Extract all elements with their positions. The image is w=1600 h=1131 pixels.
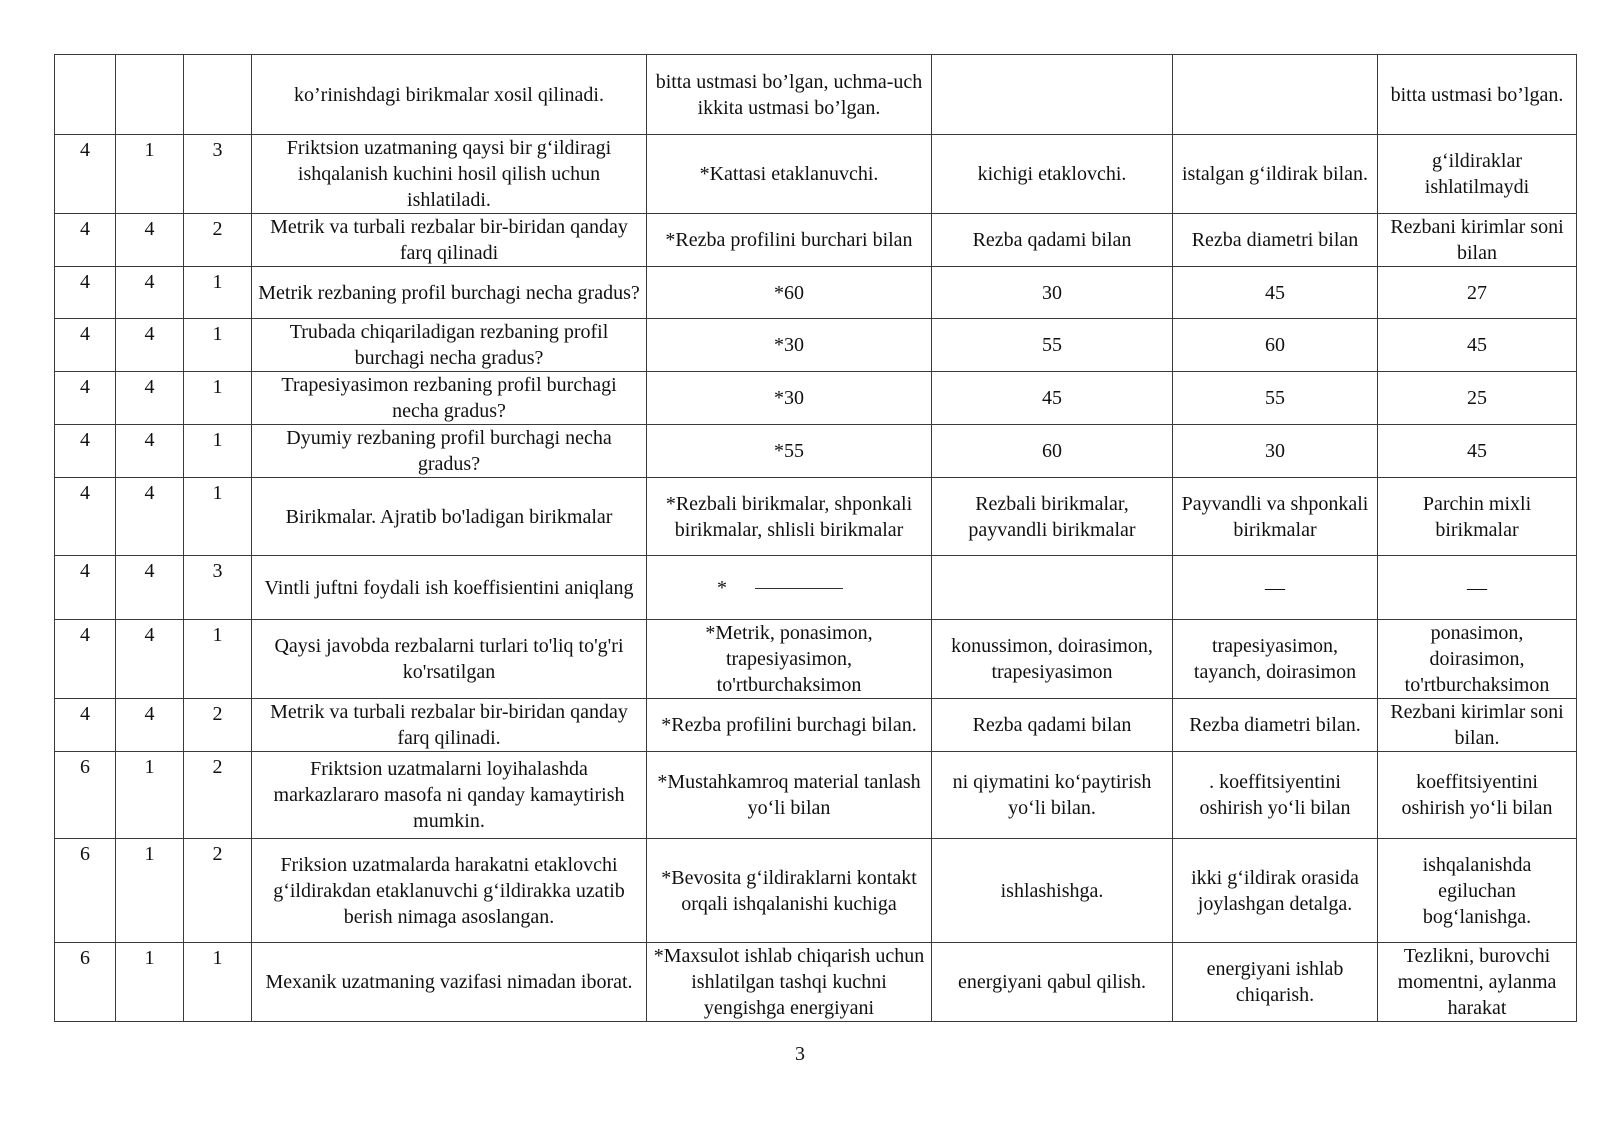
alternative-answer-1-cell: ishlashishga.: [932, 839, 1173, 943]
question-cell: Trapesiyasimon rezbaning profil burchagi necha gradus?: [252, 372, 647, 425]
alternative-answer-2-cell: ikki g‘ildirak orasida joylashgan detalga.: [1173, 839, 1378, 943]
question-table: [54, 54, 1577, 1022]
col-subtopic-cell: 4: [116, 620, 184, 699]
col-subtopic-cell: 4: [116, 372, 184, 425]
alternative-answer-2-cell: 45: [1173, 267, 1378, 319]
alternative-answer-3-cell: ponasimon, doirasimon, to'rtburchaksimon: [1378, 620, 1577, 699]
alternative-answer-1-cell: 30: [932, 267, 1173, 319]
question-cell: Friktsion uzatmalarni loyihalashda markazlararo masofa ni qanday kamaytirish mumkin.: [252, 752, 647, 839]
correct-answer-cell: *Rezba profilini burchari bilan: [647, 214, 932, 267]
col-level-cell: 2: [184, 699, 252, 752]
alternative-answer-3-cell: —: [1378, 556, 1577, 620]
table-row: [55, 135, 1577, 214]
col-topic-cell: 6: [55, 943, 116, 1022]
question-cell: Metrik va turbali rezbalar bir-biridan qanday farq qilinadi.: [252, 699, 647, 752]
alternative-answer-3-cell: bitta ustmasi bo’lgan.: [1378, 55, 1577, 135]
table-row: [55, 319, 1577, 372]
correct-answer-cell: *30: [647, 372, 932, 425]
col-level-cell: 1: [184, 267, 252, 319]
answer-blank-line: [755, 588, 843, 589]
col-level-cell: 3: [184, 135, 252, 214]
alternative-answer-2-cell: energiyani ishlab chiqarish.: [1173, 943, 1378, 1022]
alternative-answer-1-cell: kichigi etaklovchi.: [932, 135, 1173, 214]
col-topic-cell: 4: [55, 135, 116, 214]
correct-answer-cell: bitta ustmasi bo’lgan, uchma-uch ikkita ustmasi bo’lgan.: [647, 55, 932, 135]
col-level-cell: [184, 55, 252, 135]
table-row: [55, 267, 1577, 319]
alternative-answer-3-cell: ishqalanishda egiluchan bog‘lanishga.: [1378, 839, 1577, 943]
question-table-wrapper: [54, 54, 1576, 1022]
alternative-answer-3-cell: 25: [1378, 372, 1577, 425]
question-cell: Vintli juftni foydali ish koeffisientini aniqlang: [252, 556, 647, 620]
alternative-answer-1-cell: 60: [932, 425, 1173, 478]
alternative-answer-3-cell: koeffitsiyentini oshirish yo‘li bilan: [1378, 752, 1577, 839]
col-level-cell: 1: [184, 943, 252, 1022]
correct-answer-cell: *Metrik, ponasimon, trapesiyasimon, to'rtburchaksimon: [647, 620, 932, 699]
col-topic-cell: 4: [55, 372, 116, 425]
col-topic-cell: 4: [55, 267, 116, 319]
table-row: [55, 214, 1577, 267]
correct-answer-cell: *Rezba profilini burchagi bilan.: [647, 699, 932, 752]
question-cell: Trubada chiqariladigan rezbaning profil burchagi necha gradus?: [252, 319, 647, 372]
question-cell: Metrik va turbali rezbalar bir-biridan qanday farq qilinadi: [252, 214, 647, 267]
alternative-answer-2-cell: Rezba diametri bilan.: [1173, 699, 1378, 752]
correct-answer-cell: *30: [647, 319, 932, 372]
alternative-answer-3-cell: 45: [1378, 425, 1577, 478]
question-cell: Dyumiy rezbaning profil burchagi necha gradus?: [252, 425, 647, 478]
question-cell: Mexanik uzatmaning vazifasi nimadan iborat.: [252, 943, 647, 1022]
alternative-answer-2-cell: 55: [1173, 372, 1378, 425]
alternative-answer-2-cell: [1173, 55, 1378, 135]
alternative-answer-3-cell: Tezlikni, burovchi momentni, aylanma harakat: [1378, 943, 1577, 1022]
alternative-answer-2-cell: 30: [1173, 425, 1378, 478]
col-level-cell: 1: [184, 620, 252, 699]
col-subtopic-cell: 4: [116, 425, 184, 478]
correct-answer-cell: *Bevosita g‘ildiraklarni kontakt orqali ishqalanishi kuchiga: [647, 839, 932, 943]
table-row: [55, 556, 1577, 620]
alternative-answer-3-cell: Rezbani kirimlar soni bilan.: [1378, 699, 1577, 752]
alternative-answer-1-cell: 45: [932, 372, 1173, 425]
alternative-answer-1-cell: Rezba qadami bilan: [932, 699, 1173, 752]
alternative-answer-3-cell: Parchin mixli birikmalar: [1378, 478, 1577, 556]
alternative-answer-1-cell: konussimon, doirasimon, trapesiyasimon: [932, 620, 1173, 699]
alternative-answer-3-cell: Rezbani kirimlar soni bilan: [1378, 214, 1577, 267]
table-row: [55, 699, 1577, 752]
col-subtopic-cell: 4: [116, 319, 184, 372]
col-subtopic-cell: 1: [116, 943, 184, 1022]
table-row: [55, 425, 1577, 478]
correct-answer-cell: *55: [647, 425, 932, 478]
page-number: 3: [795, 1043, 805, 1065]
alternative-answer-3-cell: g‘ildiraklar ishlatilmaydi: [1378, 135, 1577, 214]
question-cell: Friktsion uzatmaning qaysi bir g‘ildiragi ishqalanish kuchini hosil qilish uchun ishlatiladi.: [252, 135, 647, 214]
question-cell: Metrik rezbaning profil burchagi necha gradus?: [252, 267, 647, 319]
alternative-answer-1-cell: 55: [932, 319, 1173, 372]
col-level-cell: 1: [184, 372, 252, 425]
table-row: [55, 943, 1577, 1022]
alternative-answer-1-cell: [932, 55, 1173, 135]
alternative-answer-2-cell: 60: [1173, 319, 1378, 372]
alternative-answer-2-cell: —: [1173, 556, 1378, 620]
table-row: [55, 752, 1577, 839]
col-subtopic-cell: 4: [116, 267, 184, 319]
col-subtopic-cell: 1: [116, 752, 184, 839]
col-subtopic-cell: 1: [116, 839, 184, 943]
alternative-answer-1-cell: [932, 556, 1173, 620]
col-level-cell: 2: [184, 839, 252, 943]
col-topic-cell: 4: [55, 556, 116, 620]
question-cell: Qaysi javobda rezbalarni turlari to'liq to'g'ri ko'rsatilgan: [252, 620, 647, 699]
correct-answer-cell: *Maxsulot ishlab chiqarish uchun ishlatilgan tashqi kuchni yengishga energiyani: [647, 943, 932, 1022]
alternative-answer-2-cell: Payvandli va shponkali birikmalar: [1173, 478, 1378, 556]
col-topic-cell: 6: [55, 752, 116, 839]
question-cell: Birikmalar. Ajratib bo'ladigan birikmalar: [252, 478, 647, 556]
alternative-answer-1-cell: Rezba qadami bilan: [932, 214, 1173, 267]
col-subtopic-cell: 1: [116, 135, 184, 214]
question-cell: ko’rinishdagi birikmalar xosil qilinadi.: [252, 55, 647, 135]
alternative-answer-1-cell: ni qiymatini ko‘paytirish yo‘li bilan.: [932, 752, 1173, 839]
col-topic-cell: 4: [55, 425, 116, 478]
col-level-cell: 2: [184, 752, 252, 839]
alternative-answer-1-cell: energiyani qabul qilish.: [932, 943, 1173, 1022]
col-subtopic-cell: 4: [116, 699, 184, 752]
col-topic-cell: [55, 55, 116, 135]
alternative-answer-2-cell: . koeffitsiyentini oshirish yo‘li bilan: [1173, 752, 1378, 839]
table-row: [55, 372, 1577, 425]
alternative-answer-2-cell: Rezba diametri bilan: [1173, 214, 1378, 267]
alternative-answer-3-cell: 27: [1378, 267, 1577, 319]
col-subtopic-cell: 4: [116, 556, 184, 620]
table-row: [55, 620, 1577, 699]
col-subtopic-cell: 4: [116, 478, 184, 556]
col-topic-cell: 4: [55, 478, 116, 556]
col-topic-cell: 4: [55, 699, 116, 752]
table-row: [55, 478, 1577, 556]
alternative-answer-1-cell: Rezbali birikmalar, payvandli birikmalar: [932, 478, 1173, 556]
alternative-answer-3-cell: 45: [1378, 319, 1577, 372]
col-topic-cell: 4: [55, 319, 116, 372]
col-level-cell: 3: [184, 556, 252, 620]
col-topic-cell: 6: [55, 839, 116, 943]
col-level-cell: 2: [184, 214, 252, 267]
table-body: [55, 55, 1577, 1022]
correct-answer-cell: *Rezbali birikmalar, shponkali birikmalar, shlisli birikmalar: [647, 478, 932, 556]
col-subtopic-cell: 4: [116, 214, 184, 267]
col-level-cell: 1: [184, 478, 252, 556]
col-level-cell: 1: [184, 319, 252, 372]
alternative-answer-2-cell: istalgan g‘ildirak bilan.: [1173, 135, 1378, 214]
correct-answer-cell: *Mustahkamroq material tanlash yo‘li bilan: [647, 752, 932, 839]
table-row: [55, 55, 1577, 135]
col-topic-cell: 4: [55, 214, 116, 267]
col-subtopic-cell: [116, 55, 184, 135]
question-cell: Friksion uzatmalarda harakatni etaklovchi g‘ildirakdan etaklanuvchi g‘ildirakka uzatib berish nimaga asoslangan.: [252, 839, 647, 943]
table-row: [55, 839, 1577, 943]
col-level-cell: 1: [184, 425, 252, 478]
correct-answer-cell: *Kattasi etaklanuvchi.: [647, 135, 932, 214]
alternative-answer-2-cell: trapesiyasimon, tayanch, doirasimon: [1173, 620, 1378, 699]
correct-answer-cell: *60: [647, 267, 932, 319]
col-topic-cell: 4: [55, 620, 116, 699]
correct-answer-cell: *: [647, 556, 932, 620]
